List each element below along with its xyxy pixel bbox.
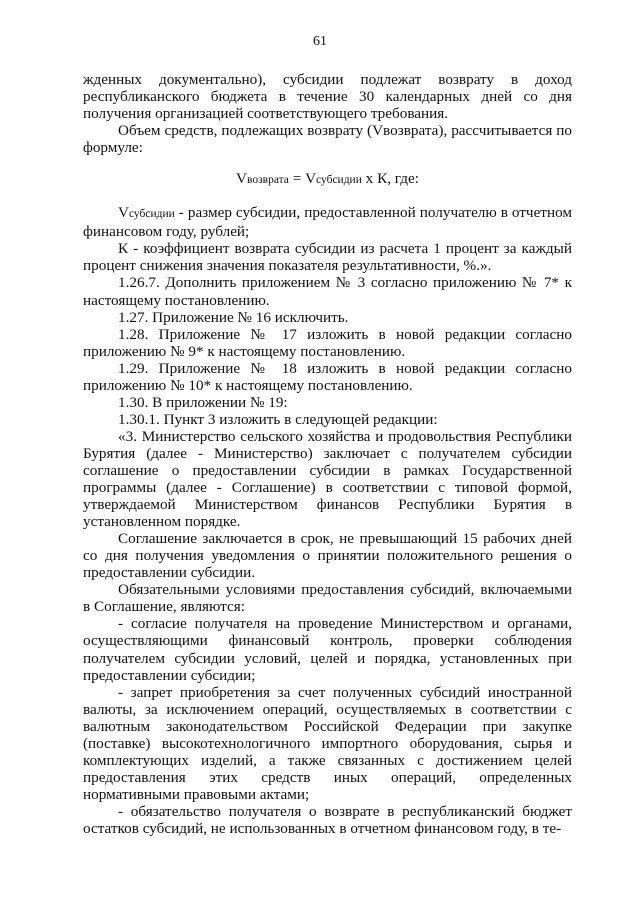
definition-text: - размер субсидии, предоставленной получателю в отчетном финансовом году, рублей; [83,204,572,241]
list-item: 1.29. Приложение № 18 изложить в новой редакции согласно приложению № 10* к настоящему постановлению. [83,359,572,394]
list-item: - согласие получателя на проведение Министерством и органами, осуществляющими финансовый контроль, проверки соблюдения получателем субсидии условий, целей и порядка, установленных при предоставлении субсидии; [83,615,572,684]
formula-v-subsidy: V [305,170,317,188]
page-number: 61 [313,34,327,49]
list-item: 1.27. Приложение № 16 исключить. [118,308,349,326]
definition-symbol-sub: субсидии [128,208,175,221]
list-item: 1.30.1. Пункт 3 изложить в следующей редакции: [118,410,438,428]
definition-text: К - коэффициент возврата субсидии из расчета 1 процент за каждый процент снижения значения показателя результативности, %.». [83,240,572,275]
definition [83,204,572,240]
definition-symbol: V [118,204,129,222]
formula-v-return: V [236,170,247,188]
list-item: Соглашение заключается в срок, не превышающий 15 рабочих дней со дня получения уведомления о принятии положительного решения о предоставлении субсидии. [83,530,572,582]
paragraph: Объем средств, подлежащих возврату (Vвозврата), рассчитывается по формуле: [83,122,572,157]
formula-v-return-sub: возврата [247,174,289,187]
list-item: Обязательными условиями предоставления субсидий, включаемыми в Соглашение, являются: [83,581,572,616]
formula-equals: = [288,170,306,188]
list-item: 1.26.7. Дополнить приложением № 3 согласно приложению № 7* к настоящему постановлению. [83,274,572,309]
list-item: - запрет приобретения за счет полученных субсидий иностранной валюты, за исключением операций, осуществляемых в соответствии с валютным законодательством Российской Федерации при закупке (поставке) высокотехнологичного импортного оборудования, сырья и комплектующих изделий, а также связанных с достижением целей предоставления этих средств иных операций, определенных нормативными правовыми актами; [83,683,572,803]
list-item: - обязательство получателя о возврате в республиканский бюджет остатков субсидий, не использованных в отчетном финансовом году, в те- [83,802,572,837]
document-body [83,71,572,837]
definition [83,240,572,274]
list-item: «3. Министерство сельского хозяйства и продовольствия Республики Бурятия (далее - Министерство) заключает с получателем субсидии соглашение о предоставлении субсидии в рамках Государственной программы (далее - Соглашение) в соответствии с типовой формой, утверждаемой Министерством финансов Республики Бурятия в установленном порядке. [83,427,572,531]
formula [83,170,572,189]
list-item: 1.28. Приложение № 17 изложить в новой редакции согласно приложению № 9* к настоящему постановлению. [83,325,572,360]
formula-rest: х К, где: [361,170,419,188]
list-item: 1.30. В приложении № 19: [118,393,288,411]
formula-v-subsidy-sub: субсидии [316,174,362,187]
paragraph: жденных документально), субсидии подлежат возврату в доход республиканского бюджета в течение 30 календарных дней со дня получения организацией соответствующего требования. [83,71,572,123]
